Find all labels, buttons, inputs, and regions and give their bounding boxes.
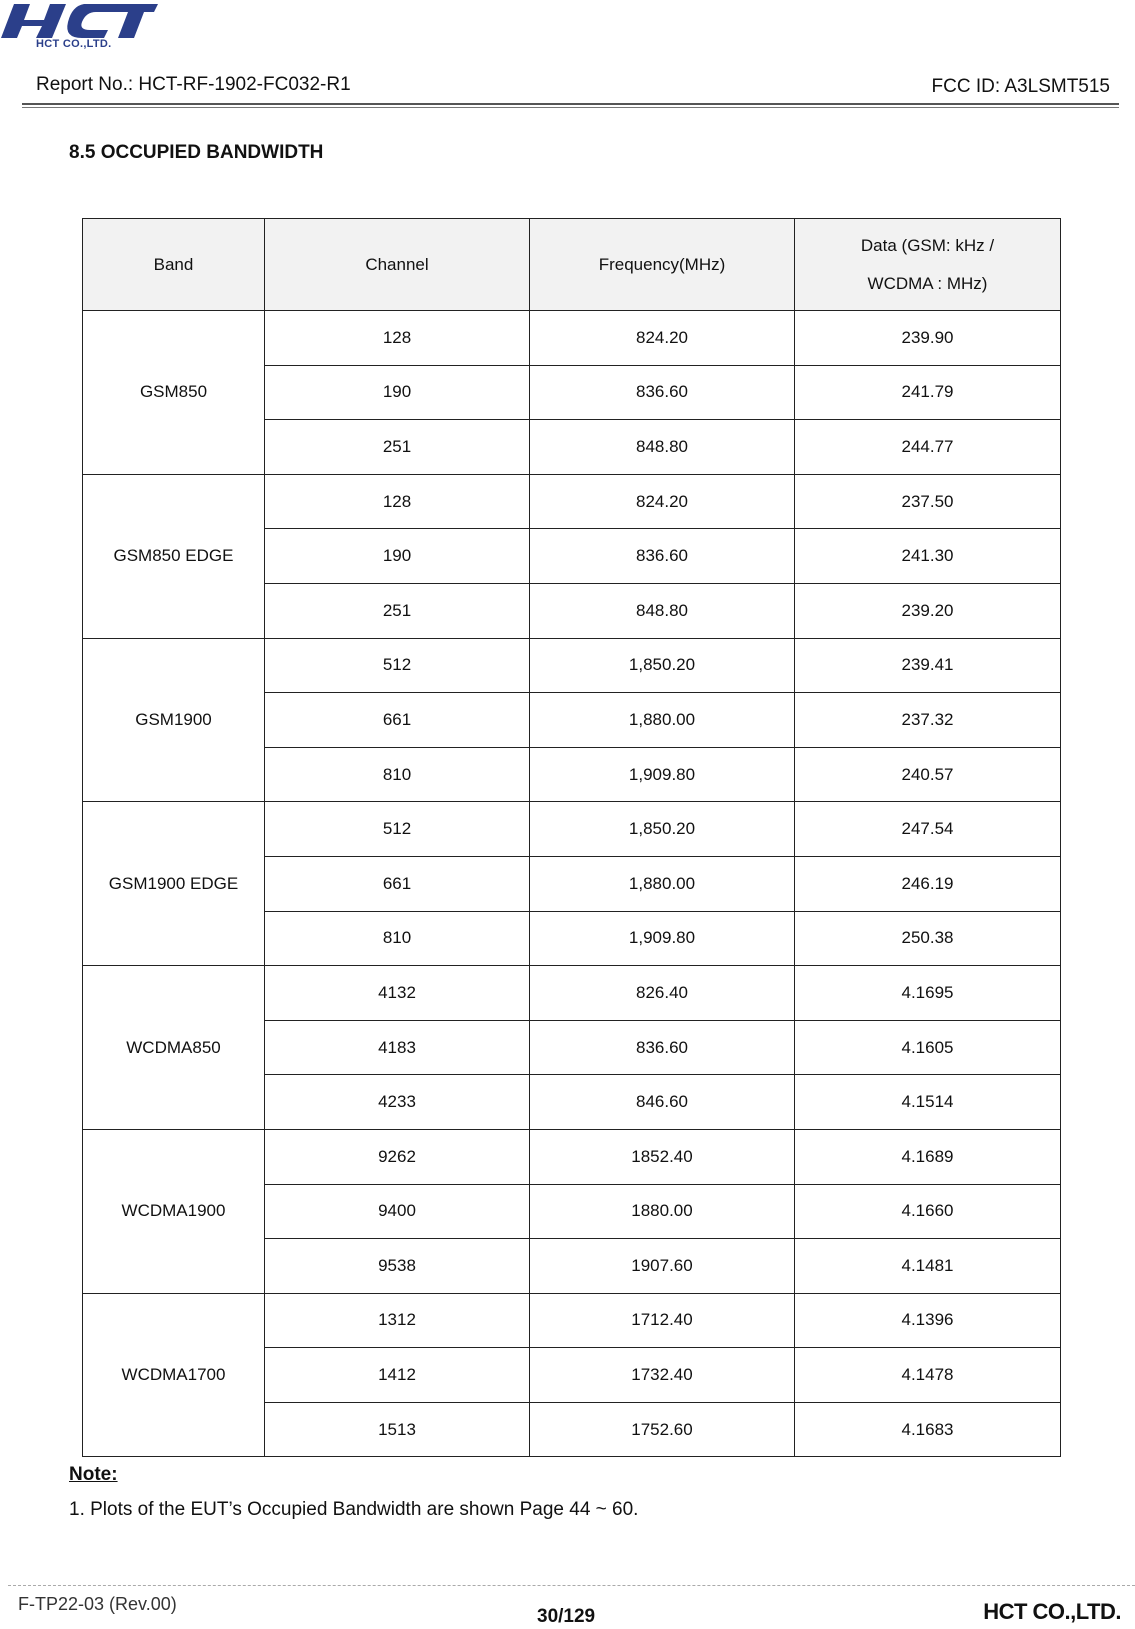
frequency-cell: 1,909.80 — [530, 911, 795, 966]
data-cell: 239.41 — [795, 638, 1061, 693]
band-cell: GSM850 EDGE — [83, 474, 265, 638]
note-text: 1. Plots of the EUT’s Occupied Bandwidth are shown Page 44 ~ 60. — [69, 1499, 639, 1520]
frequency-cell: 824.20 — [530, 311, 795, 366]
frequency-cell: 826.40 — [530, 966, 795, 1021]
data-cell: 4.1660 — [795, 1184, 1061, 1239]
frequency-cell: 1752.60 — [530, 1402, 795, 1457]
column-header-data — [795, 219, 1061, 311]
frequency-cell: 836.60 — [530, 365, 795, 420]
channel-cell: 1312 — [265, 1293, 530, 1348]
table-row — [83, 638, 1061, 693]
data-cell: 239.90 — [795, 311, 1061, 366]
band-cell: WCDMA850 — [83, 966, 265, 1130]
data-cell: 244.77 — [795, 420, 1061, 475]
frequency-cell: 846.60 — [530, 1075, 795, 1130]
frequency-cell: 836.60 — [530, 1020, 795, 1075]
data-cell: 4.1605 — [795, 1020, 1061, 1075]
table-row — [83, 802, 1061, 857]
channel-cell: 9262 — [265, 1129, 530, 1184]
logo-subtext: HCT CO.,LTD. — [36, 38, 112, 50]
channel-cell: 4233 — [265, 1075, 530, 1130]
channel-cell: 661 — [265, 856, 530, 911]
table-row — [83, 1293, 1061, 1348]
header-rule-thin — [22, 107, 1119, 108]
frequency-cell: 848.80 — [530, 420, 795, 475]
frequency-cell: 1880.00 — [530, 1184, 795, 1239]
band-cell: GSM1900 EDGE — [83, 802, 265, 966]
data-cell: 237.32 — [795, 693, 1061, 748]
channel-cell: 9538 — [265, 1239, 530, 1294]
note-label: Note: — [69, 1464, 118, 1485]
data-cell: 250.38 — [795, 911, 1061, 966]
table-row — [83, 1129, 1061, 1184]
channel-cell: 190 — [265, 365, 530, 420]
data-cell: 4.1478 — [795, 1348, 1061, 1403]
column-header-frequency: Frequency(MHz) — [530, 219, 795, 311]
form-id: F-TP22-03 (Rev.00) — [18, 1594, 177, 1614]
table-row — [83, 966, 1061, 1021]
column-header-data-line2: WCDMA : MHz) — [867, 273, 988, 293]
table-row — [83, 474, 1061, 529]
channel-cell: 128 — [265, 474, 530, 529]
data-cell: 4.1481 — [795, 1239, 1061, 1294]
channel-cell: 1412 — [265, 1348, 530, 1403]
channel-cell: 128 — [265, 311, 530, 366]
channel-cell: 251 — [265, 420, 530, 475]
band-cell: GSM1900 — [83, 638, 265, 802]
frequency-cell: 1,909.80 — [530, 747, 795, 802]
channel-cell: 1513 — [265, 1402, 530, 1457]
frequency-cell: 1907.60 — [530, 1239, 795, 1294]
hct-logo-mark — [0, 0, 160, 40]
frequency-cell: 1,850.20 — [530, 638, 795, 693]
data-cell: 4.1396 — [795, 1293, 1061, 1348]
table-body — [83, 311, 1061, 1457]
frequency-cell: 1732.40 — [530, 1348, 795, 1403]
section-title: 8.5 OCCUPIED BANDWIDTH — [69, 142, 324, 163]
report-number: Report No.: HCT-RF-1902-FC032-R1 — [36, 74, 351, 95]
channel-cell: 512 — [265, 638, 530, 693]
column-header-channel: Channel — [265, 219, 530, 311]
header-rule — [22, 103, 1119, 105]
frequency-cell: 848.80 — [530, 583, 795, 638]
data-cell: 4.1695 — [795, 966, 1061, 1021]
company-logo — [0, 0, 160, 56]
channel-cell: 661 — [265, 693, 530, 748]
channel-cell: 251 — [265, 583, 530, 638]
data-cell: 241.79 — [795, 365, 1061, 420]
fcc-id: FCC ID: A3LSMT515 — [931, 76, 1110, 97]
channel-cell: 810 — [265, 747, 530, 802]
data-cell: 4.1689 — [795, 1129, 1061, 1184]
occupied-bandwidth-table — [82, 218, 1061, 1457]
data-cell: 4.1514 — [795, 1075, 1061, 1130]
frequency-cell: 836.60 — [530, 529, 795, 584]
channel-cell: 190 — [265, 529, 530, 584]
frequency-cell: 1852.40 — [530, 1129, 795, 1184]
page-number: 30/129 — [537, 1606, 596, 1627]
column-header-data-line1: Data (GSM: kHz / — [860, 235, 995, 255]
frequency-cell: 1,850.20 — [530, 802, 795, 857]
column-header-band: Band — [83, 219, 265, 311]
channel-cell: 4132 — [265, 966, 530, 1021]
footer-rule — [8, 1585, 1135, 1586]
frequency-cell: 824.20 — [530, 474, 795, 529]
frequency-cell: 1,880.00 — [530, 856, 795, 911]
channel-cell: 512 — [265, 802, 530, 857]
data-cell: 239.20 — [795, 583, 1061, 638]
data-cell: 4.1683 — [795, 1402, 1061, 1457]
data-cell: 247.54 — [795, 802, 1061, 857]
data-cell: 246.19 — [795, 856, 1061, 911]
data-cell: 237.50 — [795, 474, 1061, 529]
data-cell: 241.30 — [795, 529, 1061, 584]
frequency-cell: 1,880.00 — [530, 693, 795, 748]
band-cell: WCDMA1900 — [83, 1129, 265, 1293]
band-cell: WCDMA1700 — [83, 1293, 265, 1457]
frequency-cell: 1712.40 — [530, 1293, 795, 1348]
channel-cell: 810 — [265, 911, 530, 966]
table-header-row — [83, 219, 1061, 311]
footer-company: HCT CO.,LTD. — [983, 1599, 1121, 1624]
data-cell: 240.57 — [795, 747, 1061, 802]
band-cell: GSM850 — [83, 311, 265, 475]
table-row — [83, 311, 1061, 366]
channel-cell: 9400 — [265, 1184, 530, 1239]
channel-cell: 4183 — [265, 1020, 530, 1075]
